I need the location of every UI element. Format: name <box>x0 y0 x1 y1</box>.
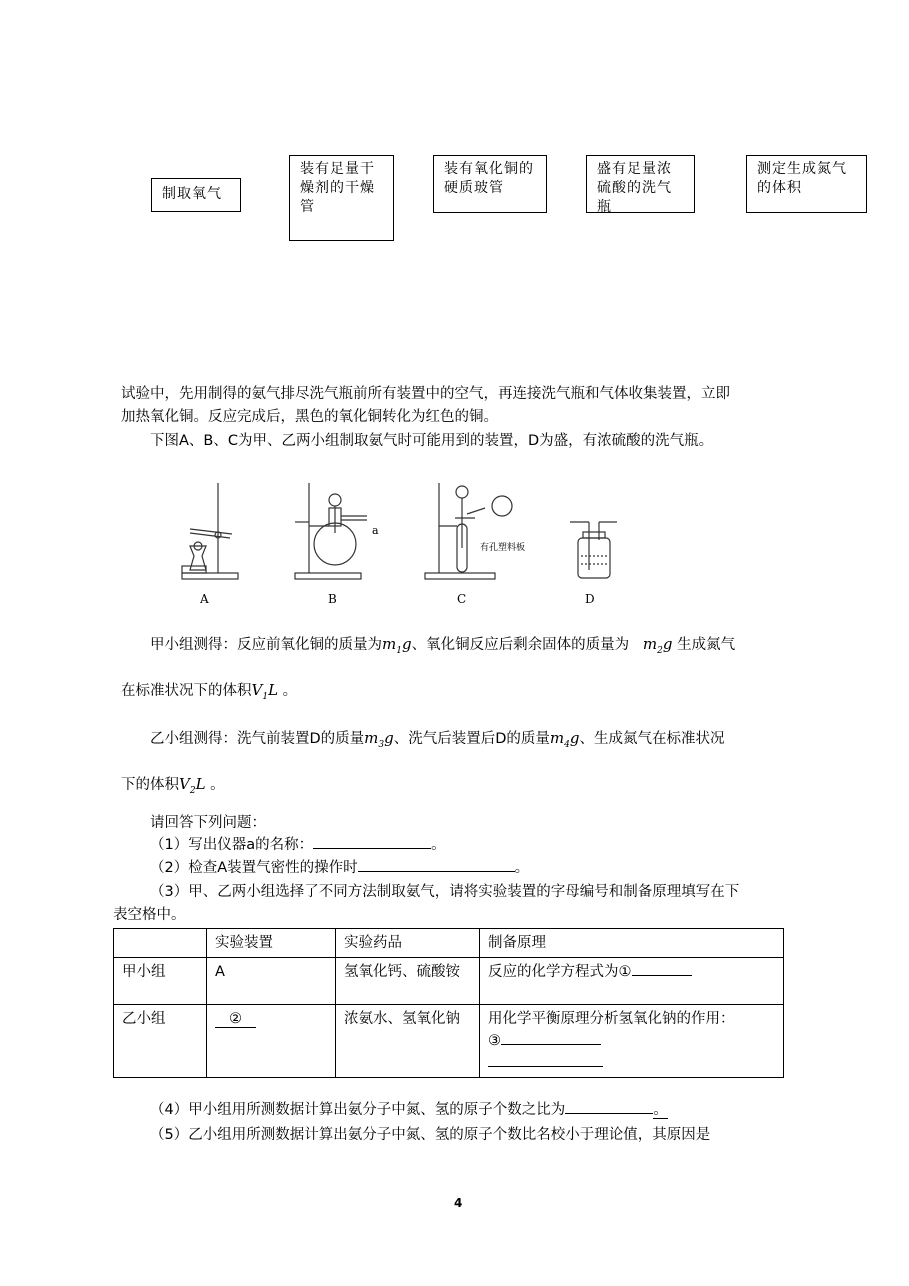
question-5: （5）乙小组用所测数据计算出氨分子中氮、氢的原子个数比名校小于理论值，其原因是 <box>150 1127 711 1143</box>
group-yi-line2: 下的体积$V_2L$ 。 <box>121 775 225 796</box>
answer-blank-equation[interactable] <box>632 961 692 976</box>
answer-blank-principle-2[interactable] <box>488 1052 603 1067</box>
apparatus-label-d: D <box>585 592 595 606</box>
question-1: （1）写出仪器a的名称： 。 <box>150 834 446 856</box>
answer-blank-apparatus[interactable]: ② <box>215 1011 256 1028</box>
answer-table <box>113 928 784 1078</box>
answer-blank-4[interactable] <box>565 1099 653 1114</box>
flow-box-produce-ammonia: 制取氧气 <box>151 178 241 212</box>
table-header-cell: 实验装置 <box>207 929 336 958</box>
apparatus-b <box>295 483 367 579</box>
table-cell: 浓氨水、氢氧化钠 <box>336 1005 480 1078</box>
group-jia-line2: 在标准状况下的体积$V_1L$ 。 <box>121 681 298 702</box>
flow-box-measure-nitrogen: 测定生成氮气的体积 <box>746 155 867 213</box>
answer-blank-principle[interactable] <box>501 1030 601 1045</box>
table-header-cell <box>114 929 207 958</box>
group-jia-line1: 甲小组测得：反应前氧化铜的质量为$m_1g$、氧化铜反应后剩余固体的质量为 $m_2g$ 生成氮气 <box>150 635 736 656</box>
apparatus-d <box>570 522 617 578</box>
table-cell: 氢氧化钙、硫酸铵 <box>336 958 480 1005</box>
flow-box-copper-oxide-tube: 装有氧化铜的硬质玻管 <box>433 155 547 213</box>
question-3-line1: （3）甲、乙两小组选择了不同方法制取氨气，请将实验装置的字母编号和制备原理填写在下 <box>150 884 740 900</box>
apparatus-c <box>425 483 512 579</box>
table-cell: A <box>207 958 336 1005</box>
group-yi-line1: 乙小组测得：洗气前装置D的质量$m_3g$、洗气后装置后D的质量$m_4g$、生成氮气在标准状况 <box>150 729 725 750</box>
answer-blank-1[interactable] <box>313 834 431 849</box>
perforated-plate-label: 有孔塑料板 <box>480 543 526 553</box>
apparatus-label-a: A <box>200 592 209 606</box>
apparatus-label-b: B <box>328 592 337 606</box>
table-header-cell: 制备原理 <box>480 929 784 958</box>
paragraph-line: 加热氧化铜。反应完成后，黑色的氧化铜转化为红色的铜。 <box>121 409 498 425</box>
table-cell <box>207 1005 336 1078</box>
answer-blank-2[interactable] <box>358 857 515 872</box>
question-3-line2: 表空格中。 <box>113 907 186 923</box>
page-number: 4 <box>454 1196 463 1210</box>
table-row <box>114 958 784 1005</box>
table-row <box>114 1005 784 1078</box>
table-cell: 甲小组 <box>114 958 207 1005</box>
apparatus-a <box>182 483 238 579</box>
table-cell: 反应的化学方程式为① <box>480 958 784 1005</box>
flow-box-dryer: 装有足量干燥剂的干燥管 <box>289 155 394 241</box>
answer-marker-3: ③ <box>488 1033 501 1049</box>
table-cell: 乙小组 <box>114 1005 207 1078</box>
questions-intro: 请回答下列问题： <box>150 815 266 831</box>
paragraph-line: 试验中，先用制得的氨气排尽洗气瓶前所有装置中的空气，再连接洗气瓶和气体收集装置，立即 <box>121 386 730 402</box>
apparatus-label-c: C <box>457 592 467 606</box>
table-header-cell: 实验药品 <box>336 929 480 958</box>
apparatus-figure <box>170 478 630 613</box>
table-cell <box>480 1005 784 1078</box>
question-2: （2）检查A装置气密性的操作时 。 <box>150 857 529 879</box>
flow-box-acid-wash-bottle: 盛有足量浓硫酸的洗气瓶 <box>586 155 695 213</box>
question-4: （4）甲小组用所测数据计算出氨分子中氮、氢的原子个数之比为 。 <box>150 1099 668 1121</box>
table-header-row <box>114 929 784 958</box>
principle-text: 用化学平衡原理分析氢氧化钠的作用： <box>488 1011 735 1027</box>
flask-label-a: a <box>372 524 379 537</box>
paragraph-line: 下图A、B、C为甲、乙两小组制取氨气时可能用到的装置，D为盛，有浓硫酸的洗气瓶。 <box>150 433 714 449</box>
